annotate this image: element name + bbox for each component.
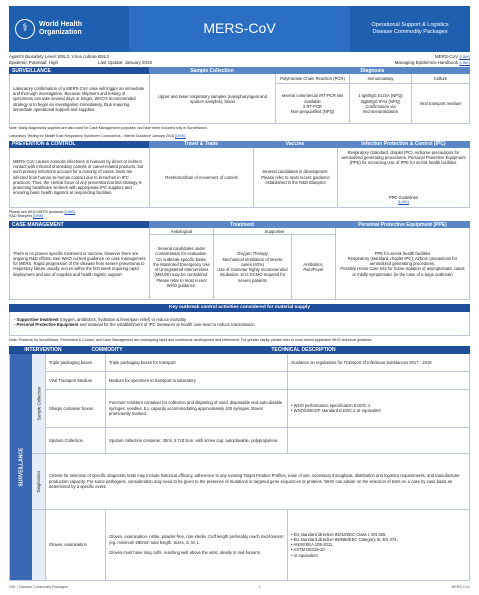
who-logo-icon: ⚕ [15,19,35,39]
surveillance-header: SURVEILLANCE Sample Collection Diagnosis [9,67,470,74]
prevention-header: PREVENTION & CONTROL Travel & Trade Vaccine Infection Protection & Control (IPC) [9,141,470,148]
tech-table [9,346,470,581]
header-subtitle: Operational Support & Logistics Disease Commodity Packages [350,6,470,52]
meta-right-2: Managing Epidemics Handbook [394,59,459,65]
tech-header: INTERVENTION COMMODITY TECHNICAL DESCRIPTION [9,346,470,354]
gloves-commodity: Gloves, examination [46,510,106,580]
tech-body [9,354,470,581]
diagnostics-text: Criteria for selection of specific diagnostic tests may include historical efficacy, adherence to any existing Target Product Profiles, ease of use, necessary throughput, distribution and logistics requirements, and manufacturer production capacity. For some pathogens, consideration may need to be given to the presence of mutations in targeted gene sequences or proteins. WHO can advise on the selection of tests on a case by case basis as determined by a specific event. [49,473,460,489]
diagnostics-vlabel: Diagnostics [32,454,46,509]
case-management-row: There is no proven specific treatment or vaccine, however there are ongoing R&D efforts. See WHO current guidance on case management for MERS. Rapid progression of the disease from severe pneumonia to respiratory failure usually occurs within the first week requiring rapid deployment and use of supplies and health logistic support. Aetiological Supportive Several candidates under consideration for evaluation. On outbreak-specific basis, the Monitored Emergency Use of Unregistered Interventions (MEURI) may be considered. Please refer to most recent WHO guidance. Oxygen Therapy Mechanical Ventilation of severe cases (40%) Use of Oximeter highly recommended Intubation, ICU, ECMO required for severe patients Antibiotics, Pain/Fever PPE for at-risk health facilities Respiratory (standard, droplet IPC); Airborn precautions for aerosolized generating procedures, Possibly Home Care Kits for home isolation of asymptomatic cases or mildly symptomatic (in the case of a large outbreak) [9,228,470,300]
who-branding [9,6,129,52]
ppe-link[interactable]: [LINK] [398,199,409,204]
ppe-guidelines: PPE Guidelines [388,194,419,200]
surveillance-row: Laboratory confirmation of a MERS-CoV case will trigger an immediate and thorough investigation. Because shipment and testing of specimens can take several days or longer, WHO's recommended strategy is to begin an investigation immediately, thus requiring immediate operational support and supplies. Upper and lower respiratory samples (nasopharyngeal and sputum samples), blood Polymerase Chain Reaction (PCR) Immunoassay Culture several commercial rRT-PCR kits available 2 RT-PCR Non-prequalified (NPQ) 1 IgM/IgG ELISA (NPQ) 2IgM/IgG IFAs (NPQ) Confirmation via microneutralization Viral transport medium [9,74,470,124]
surveillance-vlabel: SURVEILLANCE [10,354,32,580]
table-row: Sharps container boxes Puncture resistant container for collection and disposing of used, disposable and auto-disable syringes, needles. 5 L capacity accommodating approximately 100 syringes. Boxes prominently marked. • WHO performance specification E10/IC.1 • WHO/UNICEF standard E10/IC.2 or equivalent [46,390,469,428]
case-management-header: CASE MANAGEMENT Treatment Personal Protective Equipment (PPE) [9,221,470,228]
agent-level: Agent's Biosafety Level: BSL2, Virus culture BSL3 [9,54,109,59]
control-box: - Supportive treatment (oxygen, antibiotics, hydration & fever/pain relief) to reduce mortality - Personal Protective Equipment and material for the establishment of IPC measures at health care level to reduce transmission [9,312,470,336]
mers-link[interactable]: [LINK] [459,55,470,59]
rd-note: R&D Blueprint [9,214,32,219]
footer: OSL | Disease Commodity Packages 1 MERS-CoV [9,584,470,589]
table-row: Viral Transport Medium Medium for specimen to transport to laboratory [46,372,469,390]
testing-note: Laboratory Testing for Middle East Respiratory Syndrome Coronavirus - Interim Guidance January 2018 [9,133,174,138]
prevention-row: MERS-CoV causes zoonotic infections in humans by direct or indirect contact with infected dromedary camels or camel-related products, but such primary infections account for a minority of cases. Most are infected from human-to-human contact due to breaches in IPC practices. Thus, the central focus of any prevention/control strategy is protecting healthcare workers with appropriate IPC supplies and ensuring basic health logistics at responding facilities. Restriction/ban of movement of camels Several candidates in development. Please refer to most recent guidance established in the R&D Blueprint Respiratory (standard, droplet IPC); Airborne precautions for aerosolized generating procedures, Personal Protective Equipment (PPE) for screening Use of PPE for at-risk health facilities. PPE Guidelines [LINK] [9,148,470,208]
mers-guidance-link[interactable]: [LINK] [64,209,76,214]
epidemic-potential: Epidemic Potential: High [9,59,59,65]
org-name: World Health Organization [39,20,83,36]
control-note: Note: Products for Surveillance, Prevention & Control, and Case Management are undergoing rapid and continuous development and refinement. For greater clarity, please refer to most recent applicable WHO technical guidance. [9,338,373,343]
last-update: Last Update: January 2020 [98,59,153,65]
ipc-vlabel [32,510,46,580]
header [9,6,470,52]
gloves-desc: Gloves, examination, nitrile, powder-free, non-sterile. Cuff length preferably reach mid-forearm (eg. minimum 280mm total length. Sizes, S, M, L Gloves must have long cuffs, reaching well above the wrist, ideally to mid-forearm. [106,510,288,580]
mers-guidance-note: Please see WHO MERS guidance [9,209,64,214]
surveillance-note: Note: Many diagnostics supplies are also used for Case Management purposes, but have been included only in Surveillance. [9,126,208,131]
sample-vlabel: Sample Collection [32,354,46,453]
rd-link[interactable]: [LINK] [32,214,44,219]
table-row: Sputum Collection Sputum collection container, 30ml, 5.7x3.5cm, with screw cap, autoclavable, polypropylene. [46,428,469,453]
testing-link[interactable]: [LINK] [174,133,186,138]
gloves-standards: • EU standard directive 93/42/EEC Class I, EN 455, • EU standard directive 89/686/EEC Category III, EN 374, • ANSI/ISEA 105-2011, • ASTM D6319-10 • or equivalent [291,531,398,558]
control-title: Key outbreak control activities considered for material supply [9,304,470,312]
meta-right-1: MERS-CoV [434,54,459,59]
table-row: Triple packaging boxes Triple packaging boxes for transport Guidance on regulations for Transport of Infectious Substances 2017 - 2018 [46,354,469,372]
page-title: MERS-CoV [129,6,350,52]
handbook-link[interactable]: [LINK] [459,60,470,65]
meta-info [9,54,470,65]
